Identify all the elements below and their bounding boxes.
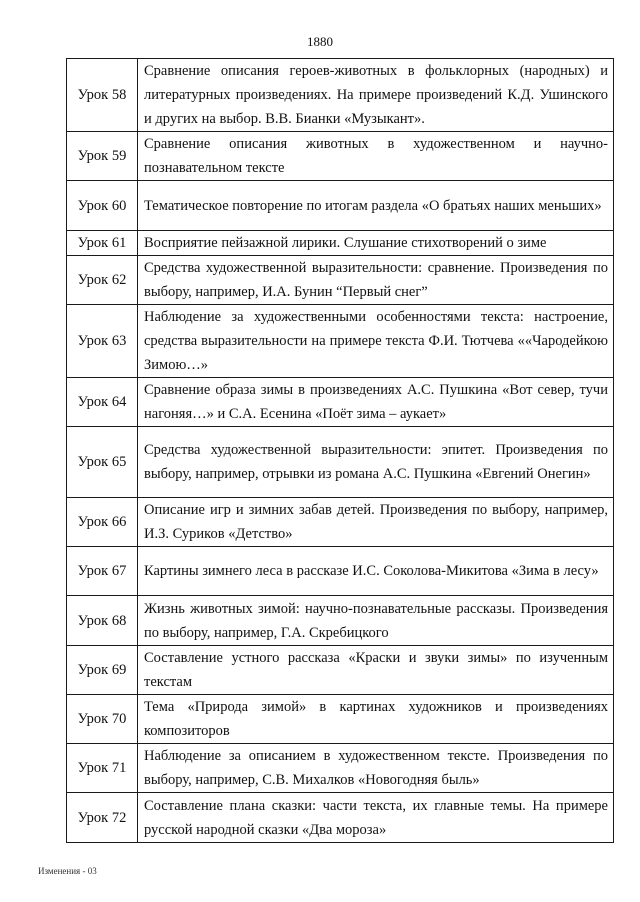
table-row [67, 744, 614, 793]
table-row [67, 256, 614, 305]
lesson-description: Составление устного рассказа «Краски и звуки зимы» по изученным текстам [138, 646, 614, 695]
table-row [67, 378, 614, 427]
lesson-description: Сравнение описания героев-животных в фольклорных (народных) и литературных произведениях. На примере произведений К.Д. Ушинского и других на выбор. В.В. Бианки «Музыкант». [138, 59, 614, 132]
table-row [67, 181, 614, 231]
lesson-number: Урок 64 [67, 378, 138, 427]
lesson-number: Урок 66 [67, 498, 138, 547]
lesson-number: Урок 65 [67, 427, 138, 498]
page-number: 1880 [307, 34, 333, 49]
lesson-description: Восприятие пейзажной лирики. Слушание стихотворений о зиме [138, 231, 614, 256]
lesson-description: Наблюдение за описанием в художественном тексте. Произведения по выбору, например, С.В. Михалков «Новогодняя быль» [138, 744, 614, 793]
lesson-number: Урок 67 [67, 547, 138, 596]
lesson-description: Сравнение описания животных в художественном и научно-познавательном тексте [138, 132, 614, 181]
lesson-description: Тема «Природа зимой» в картинах художников и произведениях композиторов [138, 695, 614, 744]
lesson-table [66, 58, 614, 843]
lesson-number: Урок 58 [67, 59, 138, 132]
table-row [67, 596, 614, 646]
table-row [67, 59, 614, 132]
table-row [67, 646, 614, 695]
lesson-description: Сравнение образа зимы в произведениях А.С. Пушкина «Вот север, тучи нагоняя…» и С.А. Есенина «Поёт зима – аукает» [138, 378, 614, 427]
table-row [67, 793, 614, 843]
lesson-description: Средства художественной выразительности: эпитет. Произведения по выбору, например, отрывки из романа А.С. Пушкина «Евгений Онегин» [138, 427, 614, 498]
table-row [67, 695, 614, 744]
lesson-description: Картины зимнего леса в рассказе И.С. Соколова-Микитова «Зима в лесу» [138, 547, 614, 596]
table-row [67, 498, 614, 547]
lesson-description: Составление плана сказки: части текста, их главные темы. На примере русской народной сказки «Два мороза» [138, 793, 614, 843]
lesson-number: Урок 71 [67, 744, 138, 793]
lesson-description: Описание игр и зимних забав детей. Произведения по выбору, например, И.З. Суриков «Детство» [138, 498, 614, 547]
lesson-description: Наблюдение за художественными особенностями текста: настроение, средства выразительности на примере текста Ф.И. Тютчева ««Чародейкою Зимою…» [138, 305, 614, 378]
lesson-description: Жизнь животных зимой: научно-познавательные рассказы. Произведения по выбору, например, Г.А. Скребицкого [138, 596, 614, 646]
lesson-description: Средства художественной выразительности: сравнение. Произведения по выбору, например, И.А. Бунин “Первый снег” [138, 256, 614, 305]
table-row [67, 231, 614, 256]
lesson-description: Тематическое повторение по итогам раздела «О братьях наших меньших» [138, 181, 614, 231]
lesson-number: Урок 62 [67, 256, 138, 305]
lesson-number: Урок 60 [67, 181, 138, 231]
table-row [67, 132, 614, 181]
lesson-number: Урок 63 [67, 305, 138, 378]
lesson-number: Урок 68 [67, 596, 138, 646]
lesson-number: Урок 72 [67, 793, 138, 843]
lesson-number: Урок 70 [67, 695, 138, 744]
revision-note: Изменения - 03 [38, 866, 97, 876]
lesson-number: Урок 59 [67, 132, 138, 181]
lesson-number: Урок 61 [67, 231, 138, 256]
table-row [67, 427, 614, 498]
lesson-number: Урок 69 [67, 646, 138, 695]
table-row [67, 305, 614, 378]
table-row [67, 547, 614, 596]
